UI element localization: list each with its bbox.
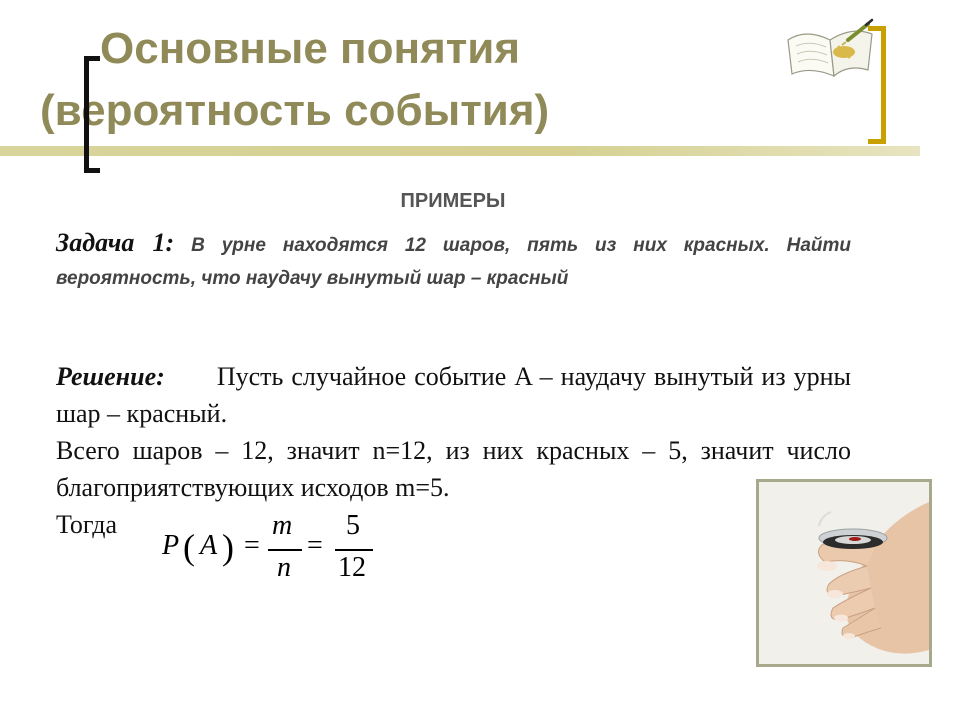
formula-denominator-n: n [277,552,291,583]
open-book-with-pencil-icon [782,14,878,84]
left-bracket-decoration [84,56,100,173]
task-text: В урне находятся 12 шаров, пять из них красных. Найти вероятность, что наудачу вынутый шар – красный [56,235,852,289]
slide-title-line-1: Основные понятия [100,24,521,73]
formula-denominator-12: 12 [338,552,366,583]
solution-line-1: Пусть случайное событие A – наудачу вынутый из урны шар – красный. [56,362,851,428]
solution-paragraph-1 [56,358,851,432]
fraction-bar-2 [335,549,373,551]
fraction-bar-1 [268,549,302,551]
formula-equals-1: = [244,530,260,561]
task-label: Задача 1: [56,228,175,257]
solution-line-3: Тогда [56,510,118,539]
probability-formula [160,512,390,588]
formula-open-paren: ( [183,527,195,567]
formula-equals-2: = [307,530,323,561]
coin-in-hand-photo [756,479,932,667]
formula-p: P [162,530,180,561]
section-label: ПРИМЕРЫ [400,190,506,212]
task-statement [56,226,851,295]
title-underline [0,146,920,156]
solution-line-2: Всего шаров – 12, значит n=12, из них красных – 5, значит число благоприятствующих исходов m=5. [56,436,851,502]
hand-holding-coin [759,482,929,664]
formula-numerator-m: m [272,510,293,541]
formula-numerator-5: 5 [346,510,360,541]
formula-close-paren: ) [222,527,234,567]
slide-title [0,18,720,142]
formula-a: A [200,530,218,561]
solution-label: Решение: [56,362,165,391]
slide-title-line-2: (вероятность события) [40,86,550,135]
